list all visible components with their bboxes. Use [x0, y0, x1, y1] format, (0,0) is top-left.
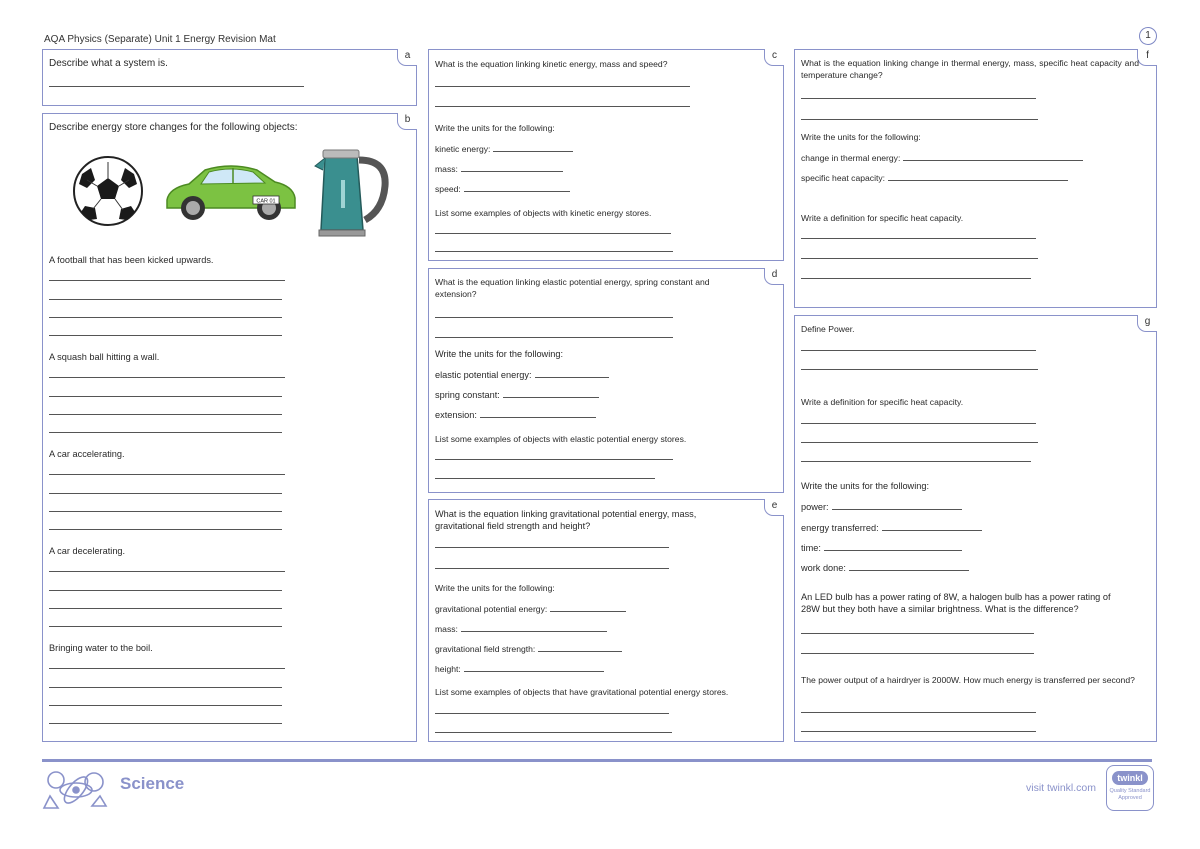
definition-prompt: Write a definition for specific heat capacity. — [801, 213, 964, 223]
footer-divider — [42, 759, 1152, 762]
document-title: AQA Physics (Separate) Unit 1 Energy Revision Mat — [44, 34, 276, 45]
panel-b — [42, 113, 417, 742]
panel-c — [428, 49, 784, 261]
gravitational-equation-question: What is the equation linking gravitational potential energy, mass, gravitational field strength and height? — [435, 509, 697, 531]
football-icon — [71, 154, 145, 228]
twinkl-link[interactable]: visit twinkl.com — [1026, 782, 1097, 794]
answer-line — [49, 280, 285, 281]
unit-answer-line — [832, 500, 962, 510]
answer-line — [49, 432, 282, 433]
unit-answer-line — [464, 662, 604, 672]
answer-line — [801, 712, 1036, 713]
answer-line — [801, 461, 1031, 462]
unit-label-field-strength: gravitational field strength: — [435, 644, 536, 654]
unit-label-spring-constant: spring constant: — [435, 390, 500, 400]
answer-line — [801, 278, 1031, 279]
answer-line — [801, 731, 1036, 732]
answer-line — [801, 350, 1036, 351]
unit-answer-line — [849, 561, 969, 571]
panel-g — [794, 315, 1157, 742]
answer-line — [435, 233, 671, 234]
answer-line — [49, 529, 282, 530]
units-prompt: Write the units for the following: — [435, 349, 564, 359]
examples-prompt: List some examples of objects with elastic potential energy stores. — [435, 434, 687, 444]
units-prompt: Write the units for the following: — [435, 583, 555, 593]
answer-line — [801, 119, 1038, 120]
panel-tag-d: d — [764, 268, 784, 285]
answer-line — [49, 86, 304, 87]
subject-label: Science — [120, 774, 185, 793]
unit-answer-line — [538, 642, 622, 652]
car-icon — [161, 158, 301, 228]
answer-line — [49, 571, 285, 572]
football-item: A football that has been kicked upwards. — [49, 255, 214, 265]
unit-label-specific-heat-capacity: specific heat capacity: — [801, 173, 886, 183]
water-boil-item: Bringing water to the boil. — [49, 643, 153, 653]
answer-line — [435, 86, 690, 87]
answer-line — [49, 493, 282, 494]
panel-tag-g: g — [1137, 315, 1157, 332]
unit-label-mass: mass: — [435, 624, 458, 634]
answer-line — [435, 317, 673, 318]
unit-label-elastic-potential-energy: elastic potential energy: — [435, 370, 532, 380]
answer-line — [435, 568, 669, 569]
energy-store-instruction: Describe energy store changes for the following objects: — [49, 122, 298, 133]
unit-answer-line — [461, 162, 563, 172]
answer-line — [801, 238, 1036, 239]
answer-line — [435, 337, 673, 338]
answer-line — [49, 474, 285, 475]
answer-line — [801, 423, 1036, 424]
unit-answer-line — [535, 368, 609, 378]
thermal-equation-question: What is the equation linking change in thermal energy, mass, specific heat capacity and temperature change? — [801, 58, 1139, 80]
unit-answer-line — [882, 521, 982, 531]
define-power-question: Define Power. — [801, 324, 855, 334]
bulb-question: An LED bulb has a power rating of 8W, a halogen bulb has a power rating of 28W but they both have a similar brightness. What is the difference? — [801, 592, 1111, 614]
panel-tag-f: f — [1137, 49, 1157, 66]
unit-answer-line — [903, 151, 1083, 161]
answer-line — [49, 396, 282, 397]
units-prompt: Write the units for the following: — [801, 132, 921, 142]
answer-line — [49, 723, 282, 724]
elastic-equation-question: What is the equation linking elastic potential energy, spring constant and extension? — [435, 277, 710, 299]
unit-answer-line — [824, 541, 962, 551]
answer-line — [49, 299, 282, 300]
panel-a — [42, 49, 417, 106]
unit-answer-line — [464, 182, 570, 192]
quality-badge — [1106, 765, 1154, 811]
unit-answer-line — [503, 388, 599, 398]
unit-answer-line — [493, 142, 573, 152]
unit-label-energy-transferred: energy transferred: — [801, 523, 879, 533]
answer-line — [49, 590, 282, 591]
answer-line — [801, 98, 1036, 99]
answer-line — [49, 626, 282, 627]
answer-line — [49, 335, 282, 336]
unit-label-extension: extension: — [435, 410, 477, 420]
unit-label-work-done: work done: — [801, 563, 846, 573]
examples-prompt: List some examples of objects with kinetic energy stores. — [435, 208, 652, 218]
unit-label-time: time: — [801, 543, 821, 553]
answer-line — [435, 732, 672, 733]
system-question: Describe what a system is. — [49, 58, 168, 69]
badge-brand: twinkl — [1112, 771, 1148, 785]
panel-tag-a: a — [397, 49, 417, 66]
answer-line — [49, 377, 285, 378]
answer-line — [49, 608, 282, 609]
unit-answer-line — [888, 171, 1068, 181]
answer-line — [435, 459, 673, 460]
panel-tag-e: e — [764, 499, 784, 516]
science-doodle-icon — [42, 766, 110, 810]
unit-answer-line — [480, 408, 596, 418]
unit-label-mass: mass: — [435, 164, 458, 174]
answer-line — [801, 369, 1038, 370]
panel-tag-b: b — [397, 113, 417, 130]
panel-f — [794, 49, 1157, 308]
units-prompt: Write the units for the following: — [801, 481, 930, 491]
kettle-icon — [313, 146, 393, 238]
panel-d — [428, 268, 784, 493]
unit-label-thermal-energy: change in thermal energy: — [801, 153, 901, 163]
answer-line — [435, 478, 655, 479]
squash-ball-item: A squash ball hitting a wall. — [49, 352, 160, 362]
answer-line — [49, 705, 282, 706]
kinetic-equation-question: What is the equation linking kinetic energy, mass and speed? — [435, 59, 668, 69]
answer-line — [49, 317, 282, 318]
answer-line — [801, 442, 1038, 443]
unit-label-power: power: — [801, 502, 829, 512]
answer-line — [49, 668, 285, 669]
answer-line — [49, 687, 282, 688]
unit-label-gpe: gravitational potential energy: — [435, 604, 548, 614]
car-accelerating-item: A car accelerating. — [49, 449, 125, 459]
answer-line — [435, 251, 673, 252]
badge-text: Quality Standard Approved — [1109, 788, 1151, 801]
page-number: 1 — [1139, 27, 1157, 45]
answer-line — [435, 713, 669, 714]
answer-line — [435, 106, 690, 107]
examples-prompt: List some examples of objects that have gravitational potential energy stores. — [435, 687, 729, 697]
panel-e — [428, 499, 784, 742]
answer-line — [49, 414, 282, 415]
unit-label-speed: speed: — [435, 184, 461, 194]
car-plate: CAR 01 — [256, 198, 276, 205]
car-decelerating-item: A car decelerating. — [49, 546, 126, 556]
units-prompt: Write the units for the following: — [435, 123, 555, 133]
unit-answer-line — [461, 622, 607, 632]
answer-line — [435, 547, 669, 548]
definition-prompt: Write a definition for specific heat capacity. — [801, 397, 964, 407]
answer-line — [801, 653, 1034, 654]
answer-line — [801, 258, 1038, 259]
panel-tag-c: c — [764, 49, 784, 66]
hairdryer-question: The power output of a hairdryer is 2000W. How much energy is transferred per second? — [801, 675, 1135, 685]
unit-label-height: height: — [435, 664, 461, 674]
unit-label-kinetic-energy: kinetic energy: — [435, 144, 491, 154]
answer-line — [801, 633, 1034, 634]
unit-answer-line — [550, 602, 626, 612]
answer-line — [49, 511, 282, 512]
